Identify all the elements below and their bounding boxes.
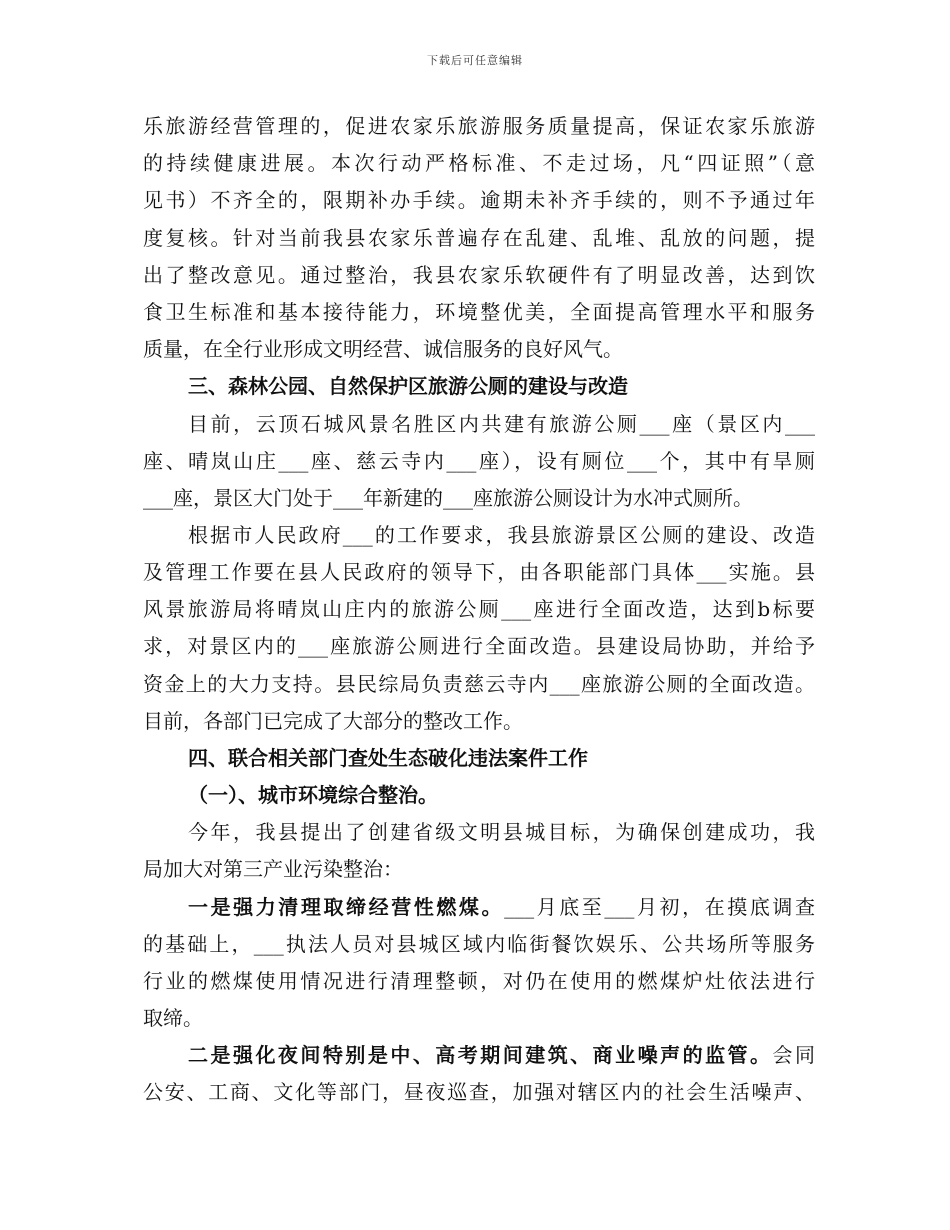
paragraph-line: 乐旅游经营管理的，促进农家乐旅游服务质量提高，保证农家乐旅游 (143, 114, 815, 138)
paragraph-line: 及管理工作要在县人民政府的领导下，由各职能部门具体___实施。县 (143, 560, 815, 584)
paragraph-line: 度复核。针对当前我县农家乐普遍存在乱建、乱堆、乱放的问题，提 (143, 226, 815, 250)
item-two-rest: 会同 (772, 1043, 816, 1067)
paragraph-line: 食卫生标准和基本接待能力，环境整优美，全面提高管理水平和服务 (143, 300, 815, 324)
page-header: 下载后可任意编辑 (427, 54, 523, 67)
paragraph-line: 今年，我县提出了创建省级文明县城目标，为确保创建成功，我 (188, 820, 815, 844)
paragraph-line: 资金上的大力支持。县民综局负责慈云寺内___座旅游公厕的全面改造。 (143, 672, 815, 696)
paragraph-line: 目前，各部门已完成了大部分的整改工作。 (143, 709, 523, 733)
item-one-line (188, 895, 815, 919)
item-two-lead: 二是强化夜间特别是中、高考期间建筑、商业噪声的监管。 (188, 1043, 773, 1067)
section-heading-4: 四、联合相关部门查处生态破化违法案件工作 (188, 746, 588, 770)
paragraph-line: 座、晴岚山庄___座、慈云寺内___座），设有厕位___个，其中有旱厕 (143, 449, 815, 473)
paragraph-line: 根据市人民政府___的工作要求，我县旅游景区公厕的建设、改造 (188, 523, 815, 547)
paragraph-line: 取缔。 (143, 1006, 203, 1030)
paragraph-line: 见书）不齐全的，限期补办手续。逾期未补齐手续的，则不予通过年 (143, 188, 815, 212)
paragraph-line: 求，对景区内的___座旅游公厕进行全面改造。县建设局协助，并给予 (143, 634, 815, 658)
paragraph-line: 局加大对第三产业污染整治： (143, 857, 403, 881)
paragraph-line: 目前，云顶石城风景名胜区内共建有旅游公厕___座（景区内___ (188, 412, 815, 436)
section-heading-3: 三、森林公园、自然保护区旅游公厕的建设与改造 (188, 374, 628, 398)
item-one-rest: ___月底至___月初，在摸底调查 (504, 895, 816, 919)
subsection-heading: （一）、城市环境综合整治。 (188, 783, 438, 807)
paragraph-line: 的基础上，___执法人员对县城区域内临街餐饮娱乐、公共场所等服务 (143, 932, 815, 956)
paragraph-line: 出了整改意见。通过整治，我县农家乐软硬件有了明显改善，达到饮 (143, 263, 815, 287)
paragraph-line: 质量，在全行业形成文明经营、诚信服务的良好风气。 (143, 337, 623, 361)
paragraph-line: 公安、工商、文化等部门，昼夜巡查，加强对辖区内的社会生活噪声、 (143, 1080, 815, 1104)
paragraph-line: ___座，景区大门处于___年新建的___座旅游公厕设计为水冲式厕所。 (143, 486, 753, 510)
paragraph-line: 行业的燃煤使用情况进行清理整顿，对仍在使用的燃煤炉灶依法进行 (143, 969, 815, 993)
paragraph-line: 的持续健康进展。本次行动严格标准、不走过场，凡“四证照”（意 (143, 151, 815, 175)
item-one-lead: 一是强力清理取缔经营性燃煤。 (188, 895, 505, 919)
paragraph-line: 风景旅游局将晴岚山庄内的旅游公厕___座进行全面改造，达到b标要 (143, 597, 815, 621)
item-two-line (188, 1043, 815, 1067)
